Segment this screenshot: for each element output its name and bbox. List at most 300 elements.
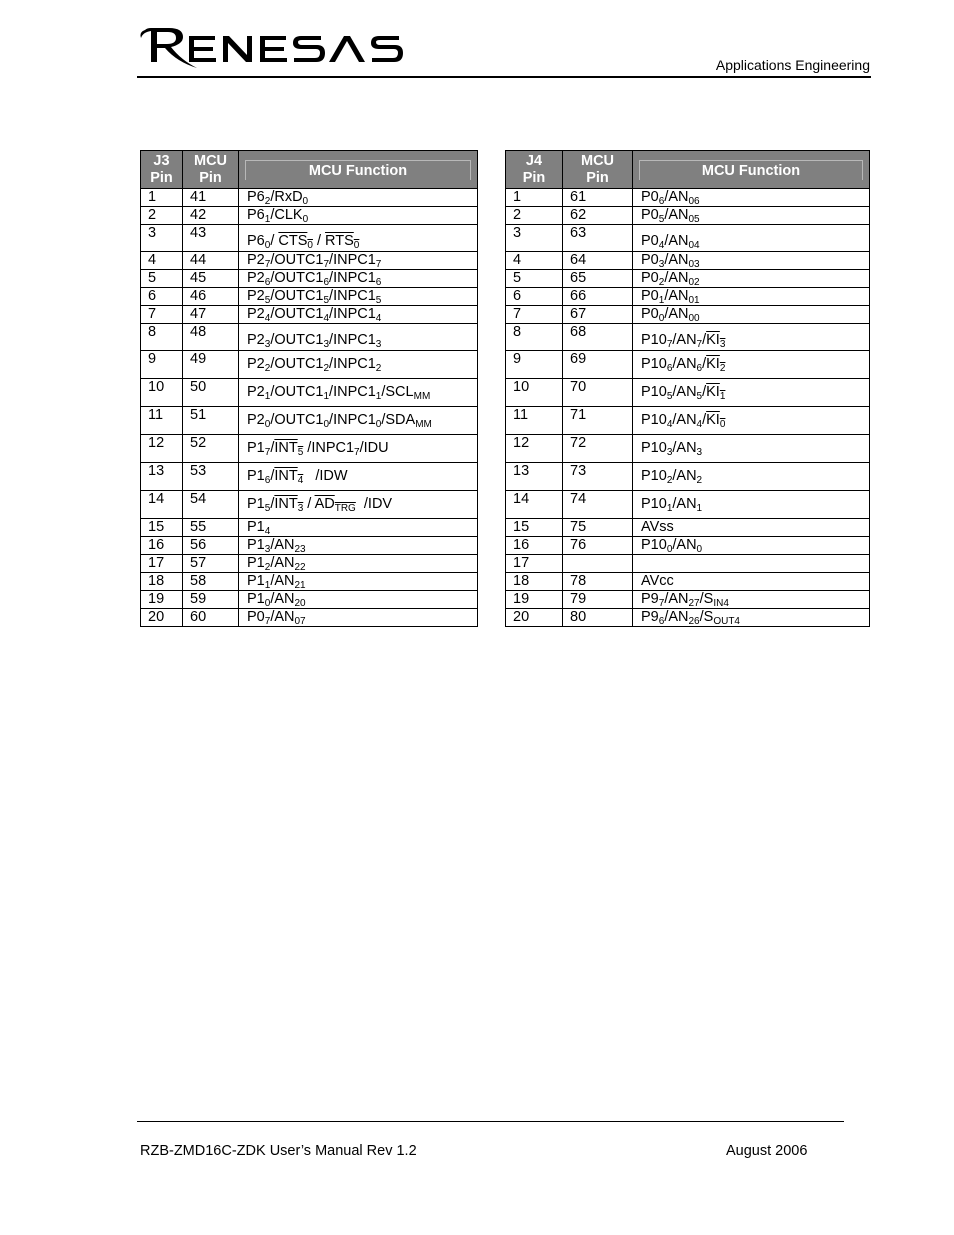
mcu-function-cell bbox=[633, 435, 870, 463]
function-text-segment: /OUTC1 bbox=[270, 270, 324, 286]
mcu-function-cell bbox=[633, 225, 870, 252]
function-text-segment: /OUTC1 bbox=[270, 412, 324, 428]
connector-pin-cell: 1 bbox=[506, 189, 563, 207]
function-text-segment: 7 bbox=[264, 616, 271, 627]
table-row bbox=[506, 225, 870, 252]
function-text-segment: P9 bbox=[641, 609, 659, 625]
mcu-function-cell bbox=[239, 189, 478, 207]
function-text-segment: /AN bbox=[672, 496, 697, 512]
function-text-segment: / bbox=[702, 356, 707, 372]
function-text-segment: 5 bbox=[696, 391, 703, 402]
mcu-function-cell bbox=[633, 463, 870, 491]
mcu-pin-cell: 71 bbox=[563, 407, 633, 435]
function-text-segment: P0 bbox=[641, 288, 659, 304]
function-text-segment: 0 bbox=[264, 419, 271, 430]
mcu-function-cell bbox=[633, 407, 870, 435]
function-text-segment: 5 bbox=[375, 295, 382, 306]
connector-pin-cell: 11 bbox=[506, 407, 563, 435]
mcu-pin-cell: 68 bbox=[563, 324, 633, 351]
table-row bbox=[506, 537, 870, 555]
function-text-segment: P6 bbox=[247, 189, 265, 205]
function-text-segment: 2 bbox=[658, 277, 665, 288]
function-text-segment: 6 bbox=[696, 363, 703, 374]
table-row bbox=[506, 288, 870, 306]
mcu-pin-cell bbox=[563, 555, 633, 573]
table-row bbox=[141, 407, 478, 435]
table-row bbox=[141, 555, 478, 573]
column-header-mcu-function: MCU Function bbox=[633, 151, 870, 189]
connector-pin-cell: 20 bbox=[506, 609, 563, 627]
table-row bbox=[141, 306, 478, 324]
connector-pin-cell: 17 bbox=[141, 555, 183, 573]
function-text-segment: 21 bbox=[294, 580, 306, 591]
table-row bbox=[506, 324, 870, 351]
connector-pin-cell: 7 bbox=[141, 306, 183, 324]
function-text-segment: 2 bbox=[264, 363, 271, 374]
mcu-function-cell bbox=[633, 306, 870, 324]
function-text-segment: / bbox=[270, 233, 279, 249]
connector-pin-cell: 12 bbox=[141, 435, 183, 463]
mcu-pin-cell: 50 bbox=[183, 379, 239, 407]
connector-pin-cell: 13 bbox=[141, 463, 183, 491]
function-text-segment: /AN bbox=[664, 270, 689, 286]
function-text-segment: P2 bbox=[247, 288, 265, 304]
function-text-segment: 0 bbox=[264, 598, 271, 609]
connector-pin-cell: 2 bbox=[141, 207, 183, 225]
table-row bbox=[506, 555, 870, 573]
mcu-function-cell bbox=[239, 573, 478, 591]
column-header-mcu-function: MCU Function bbox=[239, 151, 478, 189]
function-text-segment: / bbox=[702, 412, 707, 428]
connector-pin-cell: 16 bbox=[506, 537, 563, 555]
function-text-segment: $\overline{INT}$ bbox=[274, 496, 298, 512]
mcu-pin-cell: 53 bbox=[183, 463, 239, 491]
connector-pin-cell: 19 bbox=[506, 591, 563, 609]
table-row bbox=[506, 519, 870, 537]
connector-pin-cell: 9 bbox=[141, 351, 183, 379]
function-text-segment: 2 bbox=[375, 363, 382, 374]
function-text-segment: /OUTC1 bbox=[270, 252, 324, 268]
function-text-segment: 4 bbox=[666, 419, 673, 430]
connector-pin-cell: 4 bbox=[141, 252, 183, 270]
function-text-segment: $\overline{AD}$ bbox=[314, 496, 335, 512]
mcu-function-cell bbox=[633, 324, 870, 351]
mcu-pin-cell: 64 bbox=[563, 252, 633, 270]
table-row bbox=[506, 189, 870, 207]
table-row bbox=[506, 306, 870, 324]
function-text-segment: $\overline{CTS}$ bbox=[278, 233, 308, 249]
mcu-pin-cell: 80 bbox=[563, 609, 633, 627]
function-text-segment: 7 bbox=[354, 447, 360, 458]
mcu-function-cell bbox=[239, 435, 478, 463]
connector-pin-cell: 5 bbox=[506, 270, 563, 288]
function-text-segment: 5 bbox=[297, 447, 304, 458]
table-row bbox=[141, 463, 478, 491]
mcu-pin-cell: 49 bbox=[183, 351, 239, 379]
function-text-segment: /OUTC1 bbox=[270, 332, 324, 348]
function-text-segment: 23 bbox=[294, 544, 306, 555]
function-text-segment: 06 bbox=[688, 196, 700, 207]
mcu-function-cell bbox=[239, 288, 478, 306]
mcu-function-cell bbox=[239, 591, 478, 609]
table-row bbox=[506, 463, 870, 491]
function-text-segment: 6 bbox=[658, 196, 665, 207]
function-text-segment: 0 bbox=[353, 240, 360, 251]
mcu-pin-cell: 61 bbox=[563, 189, 633, 207]
table-row bbox=[141, 609, 478, 627]
function-text-segment: P0 bbox=[641, 233, 659, 249]
mcu-pin-cell: 41 bbox=[183, 189, 239, 207]
function-text-segment: 4 bbox=[696, 419, 703, 430]
function-text-segment: 3 bbox=[658, 259, 665, 270]
table-header-row bbox=[141, 151, 478, 189]
column-header-pin: J4 Pin bbox=[506, 151, 563, 189]
mcu-pin-cell: 69 bbox=[563, 351, 633, 379]
function-text-segment: /S bbox=[699, 609, 714, 625]
function-text-segment: / bbox=[312, 233, 326, 249]
function-text-segment: 7 bbox=[264, 259, 271, 270]
mcu-pin-cell: 78 bbox=[563, 573, 633, 591]
table-row bbox=[506, 609, 870, 627]
function-text-segment: 3 bbox=[696, 447, 703, 458]
function-text-segment: /AN bbox=[664, 252, 689, 268]
mcu-pin-cell: 51 bbox=[183, 407, 239, 435]
connector-pin-cell: 19 bbox=[141, 591, 183, 609]
function-text-segment: P2 bbox=[247, 412, 265, 428]
function-text-segment: 3 bbox=[264, 544, 271, 555]
function-text-segment: $\overline{KI}$ bbox=[706, 412, 720, 428]
table-row bbox=[141, 519, 478, 537]
mcu-pin-cell: 55 bbox=[183, 519, 239, 537]
function-text-segment: 1 bbox=[696, 503, 703, 514]
connector-pin-cell: 8 bbox=[141, 324, 183, 351]
table-row bbox=[506, 591, 870, 609]
function-text-segment: /AN bbox=[672, 412, 697, 428]
table-row bbox=[506, 435, 870, 463]
function-text-segment: P10 bbox=[641, 440, 667, 456]
function-text-segment: P1 bbox=[247, 496, 265, 512]
function-text-segment: 7 bbox=[375, 259, 382, 270]
table-row bbox=[506, 407, 870, 435]
table-row bbox=[141, 324, 478, 351]
function-text-segment: 5 bbox=[666, 391, 673, 402]
function-text-segment: /AN bbox=[664, 189, 689, 205]
renesas-logo bbox=[137, 22, 427, 72]
function-text-segment: P2 bbox=[247, 270, 265, 286]
function-text-segment: /OUTC1 bbox=[270, 306, 324, 322]
function-text-segment: 05 bbox=[688, 214, 700, 225]
mcu-pin-cell: 58 bbox=[183, 573, 239, 591]
j3-pin-table bbox=[140, 150, 478, 627]
connector-pin-cell: 5 bbox=[141, 270, 183, 288]
function-text-segment: 4 bbox=[264, 313, 271, 324]
function-text-segment: AVcc bbox=[641, 573, 674, 589]
function-text-segment: P1 bbox=[247, 537, 265, 553]
footer-manual-title: RZB-ZMD16C-ZDK User’s Manual Rev 1.2 bbox=[140, 1143, 417, 1159]
function-text-segment: 0 bbox=[302, 196, 309, 207]
function-text-segment: P0 bbox=[641, 306, 659, 322]
function-text-segment: 4 bbox=[264, 526, 271, 537]
column-header-pin: J3 Pin bbox=[141, 151, 183, 189]
function-text-segment: 0 bbox=[375, 419, 382, 430]
function-text-segment: MM bbox=[413, 391, 431, 402]
function-text-segment: 1 bbox=[719, 391, 726, 402]
function-text-segment: OUT4 bbox=[713, 616, 740, 627]
function-text-segment: / bbox=[270, 440, 275, 456]
table-row bbox=[141, 288, 478, 306]
mcu-function-cell bbox=[239, 379, 478, 407]
function-text-segment: 0 bbox=[658, 313, 665, 324]
function-text-segment: $\overline{KI}$ bbox=[706, 332, 720, 348]
function-text-segment: P10 bbox=[641, 468, 667, 484]
mcu-function-cell bbox=[633, 207, 870, 225]
function-text-segment: 6 bbox=[264, 475, 271, 486]
function-text-segment: 20 bbox=[294, 598, 306, 609]
function-text-segment: P1 bbox=[247, 573, 265, 589]
function-text-segment: 3 bbox=[297, 503, 304, 514]
function-text-segment: 6 bbox=[323, 277, 330, 288]
connector-pin-cell: 11 bbox=[141, 407, 183, 435]
function-text-segment: 7 bbox=[264, 447, 271, 458]
connector-pin-cell: 13 bbox=[506, 463, 563, 491]
function-text-segment: 5 bbox=[264, 503, 271, 514]
function-text-segment: /AN bbox=[664, 609, 689, 625]
function-text-segment: P1 bbox=[247, 440, 265, 456]
function-text-segment: P10 bbox=[641, 537, 667, 553]
function-text-segment: /OUTC1 bbox=[270, 384, 324, 400]
function-text-segment: P2 bbox=[247, 306, 265, 322]
function-text-segment: 0 bbox=[307, 240, 313, 251]
function-text-segment: /SCL bbox=[381, 384, 414, 400]
connector-pin-cell: 12 bbox=[506, 435, 563, 463]
connector-pin-cell: 3 bbox=[141, 225, 183, 252]
function-text-segment: /INPC1 bbox=[329, 252, 376, 268]
function-text-segment: 1 bbox=[264, 214, 271, 225]
table-row bbox=[506, 252, 870, 270]
function-text-segment: /AN bbox=[664, 288, 689, 304]
function-text-segment: $\overline{KI}$ bbox=[706, 356, 720, 372]
table-row bbox=[141, 379, 478, 407]
function-text-segment: P2 bbox=[247, 356, 265, 372]
table-row bbox=[141, 573, 478, 591]
mcu-pin-cell: 47 bbox=[183, 306, 239, 324]
function-text-segment: 0 bbox=[302, 214, 309, 225]
function-text-segment: / bbox=[270, 496, 275, 512]
table-row bbox=[141, 491, 478, 519]
function-text-segment: /AN bbox=[270, 555, 295, 571]
function-text-segment: P1 bbox=[247, 519, 265, 535]
function-text-segment: /INPC1 bbox=[329, 288, 376, 304]
connector-pin-cell: 17 bbox=[506, 555, 563, 573]
function-text-segment: 07 bbox=[294, 616, 306, 627]
mcu-function-cell bbox=[239, 225, 478, 252]
function-text-segment: /IDU bbox=[359, 440, 389, 456]
connector-pin-cell: 10 bbox=[506, 379, 563, 407]
footer-rule bbox=[137, 1121, 844, 1122]
mcu-pin-cell: 76 bbox=[563, 537, 633, 555]
function-text-segment: 4 bbox=[375, 313, 382, 324]
function-text-segment: P0 bbox=[641, 189, 659, 205]
mcu-function-cell bbox=[239, 306, 478, 324]
function-text-segment: 2 bbox=[696, 475, 703, 486]
connector-pin-cell: 1 bbox=[141, 189, 183, 207]
connector-pin-cell: 9 bbox=[506, 351, 563, 379]
mcu-function-cell bbox=[633, 591, 870, 609]
function-text-segment: 1 bbox=[323, 391, 330, 402]
function-text-segment: 4 bbox=[658, 240, 665, 251]
function-text-segment: 02 bbox=[688, 277, 700, 288]
function-text-segment: 03 bbox=[688, 259, 700, 270]
mcu-function-cell bbox=[633, 351, 870, 379]
connector-pin-cell: 6 bbox=[141, 288, 183, 306]
mcu-pin-cell: 60 bbox=[183, 609, 239, 627]
mcu-pin-cell: 75 bbox=[563, 519, 633, 537]
function-text-segment: 1 bbox=[264, 391, 271, 402]
mcu-pin-cell: 46 bbox=[183, 288, 239, 306]
mcu-pin-cell: 52 bbox=[183, 435, 239, 463]
function-text-segment: 1 bbox=[264, 580, 271, 591]
function-text-segment: 3 bbox=[323, 339, 330, 350]
function-text-segment: /INPC1 bbox=[329, 332, 376, 348]
table-row bbox=[141, 351, 478, 379]
mcu-function-cell bbox=[633, 555, 870, 573]
function-text-segment: 5 bbox=[264, 295, 271, 306]
table-row bbox=[141, 591, 478, 609]
function-text-segment: IN4 bbox=[713, 598, 729, 609]
mcu-function-cell bbox=[239, 351, 478, 379]
mcu-function-cell bbox=[239, 555, 478, 573]
function-text-segment: /AN bbox=[270, 537, 295, 553]
function-text-segment: /SDA bbox=[381, 412, 416, 428]
mcu-pin-cell: 45 bbox=[183, 270, 239, 288]
function-text-segment: P9 bbox=[641, 591, 659, 607]
mcu-function-cell bbox=[239, 463, 478, 491]
function-text-segment: 27 bbox=[688, 598, 700, 609]
function-text-segment: 2 bbox=[264, 196, 271, 207]
function-text-segment: 1 bbox=[658, 295, 665, 306]
header-section-label: Applications Engineering bbox=[715, 57, 870, 73]
mcu-function-cell bbox=[239, 609, 478, 627]
mcu-pin-cell: 42 bbox=[183, 207, 239, 225]
function-text-segment: /INPC1 bbox=[329, 412, 376, 428]
function-text-segment: $\overline{RTS}$ bbox=[325, 233, 354, 249]
function-text-segment: MM bbox=[415, 419, 432, 430]
mcu-function-cell bbox=[239, 324, 478, 351]
function-text-segment: /CLK bbox=[270, 207, 303, 223]
function-text-segment: 7 bbox=[658, 598, 665, 609]
function-text-segment: P1 bbox=[247, 591, 265, 607]
j3-table-body bbox=[141, 189, 478, 627]
function-text-segment: 3 bbox=[666, 447, 673, 458]
function-text-segment: 01 bbox=[688, 295, 700, 306]
mcu-pin-cell: 70 bbox=[563, 379, 633, 407]
connector-pin-cell: 3 bbox=[506, 225, 563, 252]
connector-pin-cell: 7 bbox=[506, 306, 563, 324]
mcu-pin-cell: 65 bbox=[563, 270, 633, 288]
function-text-segment: 5 bbox=[323, 295, 330, 306]
mcu-function-cell bbox=[239, 519, 478, 537]
connector-pin-cell: 10 bbox=[141, 379, 183, 407]
function-text-segment: 6 bbox=[666, 363, 673, 374]
function-text-segment: P0 bbox=[641, 252, 659, 268]
function-text-segment: /AN bbox=[270, 591, 295, 607]
mcu-pin-cell: 63 bbox=[563, 225, 633, 252]
mcu-pin-cell: 66 bbox=[563, 288, 633, 306]
function-text-segment: 6 bbox=[375, 277, 382, 288]
function-text-segment: $\overline{KI}$ bbox=[706, 384, 720, 400]
function-text-segment: /S bbox=[699, 591, 714, 607]
function-text-segment: P6 bbox=[247, 207, 265, 223]
mcu-function-cell bbox=[633, 252, 870, 270]
mcu-function-cell bbox=[239, 537, 478, 555]
mcu-function-cell bbox=[633, 379, 870, 407]
function-text-segment: P10 bbox=[641, 384, 667, 400]
function-text-segment: P0 bbox=[641, 207, 659, 223]
function-text-segment: /INPC1 bbox=[329, 384, 376, 400]
function-text-segment: P2 bbox=[247, 332, 265, 348]
mcu-pin-cell: 62 bbox=[563, 207, 633, 225]
connector-pin-cell: 18 bbox=[506, 573, 563, 591]
function-text-segment: /AN bbox=[672, 440, 697, 456]
function-text-segment: 0 bbox=[666, 544, 673, 555]
function-text-segment: /RxD bbox=[270, 189, 303, 205]
j4-table-body bbox=[506, 189, 870, 627]
connector-pin-cell: 18 bbox=[141, 573, 183, 591]
column-header-mcu-pin: MCU Pin bbox=[563, 151, 633, 189]
mcu-function-cell bbox=[633, 537, 870, 555]
function-text-segment: 22 bbox=[294, 562, 306, 573]
mcu-function-cell bbox=[633, 573, 870, 591]
function-text-segment: 4 bbox=[297, 475, 304, 486]
connector-pin-cell: 15 bbox=[506, 519, 563, 537]
function-text-segment: 3 bbox=[264, 339, 271, 350]
mcu-pin-cell: 57 bbox=[183, 555, 239, 573]
function-text-segment: 2 bbox=[719, 363, 726, 374]
j4-pin-table bbox=[505, 150, 870, 627]
connector-pin-cell: 8 bbox=[506, 324, 563, 351]
connector-pin-cell: 6 bbox=[506, 288, 563, 306]
mcu-pin-cell: 72 bbox=[563, 435, 633, 463]
function-text-segment: P6 bbox=[247, 233, 265, 249]
table-row bbox=[506, 491, 870, 519]
function-text-segment: 1 bbox=[375, 391, 382, 402]
mcu-function-cell bbox=[633, 288, 870, 306]
connector-pin-cell: 14 bbox=[141, 491, 183, 519]
function-text-segment: /AN bbox=[270, 573, 295, 589]
connector-pin-cell: 14 bbox=[506, 491, 563, 519]
function-text-segment: TRG bbox=[334, 503, 356, 514]
function-text-segment: /AN bbox=[672, 332, 697, 348]
function-text-segment: /INPC1 bbox=[329, 306, 376, 322]
table-header-row bbox=[506, 151, 870, 189]
mcu-pin-cell: 44 bbox=[183, 252, 239, 270]
function-text-segment: 2 bbox=[323, 363, 330, 374]
function-text-segment: /INPC1 bbox=[329, 270, 376, 286]
mcu-function-cell bbox=[633, 519, 870, 537]
mcu-pin-cell: 79 bbox=[563, 591, 633, 609]
connector-pin-cell: 4 bbox=[506, 252, 563, 270]
footer-date: August 2006 bbox=[726, 1143, 808, 1159]
function-text-segment: 0 bbox=[264, 240, 271, 251]
mcu-pin-cell: 43 bbox=[183, 225, 239, 252]
function-text-segment: /AN bbox=[664, 306, 689, 322]
function-text-segment: /INPC1 bbox=[303, 440, 355, 456]
function-text-segment: AVss bbox=[641, 519, 674, 535]
function-text-segment: $\overline{INT}$ bbox=[274, 468, 298, 484]
function-text-segment: 0 bbox=[696, 544, 703, 555]
function-text-segment: /AN bbox=[672, 384, 697, 400]
mcu-pin-cell: 59 bbox=[183, 591, 239, 609]
